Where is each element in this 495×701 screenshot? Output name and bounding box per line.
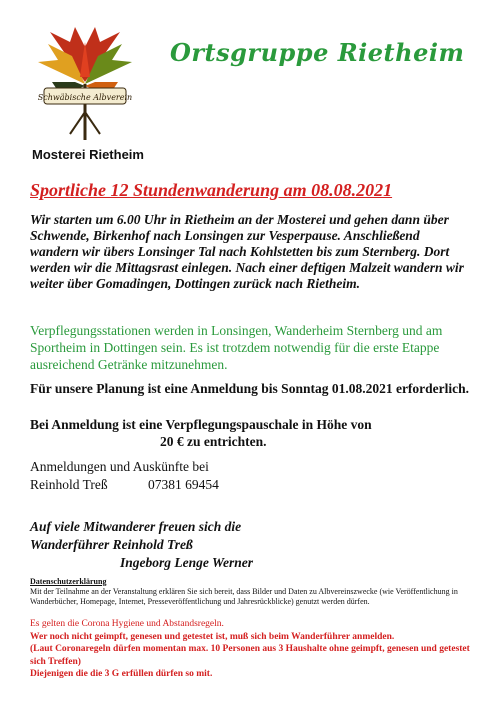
covid-line: (Laut Coronaregeln dürfen momentan max. 10 Personen aus 3 Haushalte ohne geimpft, genesen und getestet sich Treffen) — [30, 644, 470, 667]
registration-fee-amount: 20 € zu entrichten. — [160, 434, 267, 449]
page-title: Ortsgruppe Rietheim — [170, 38, 465, 67]
registration-deadline: Für unsere Planung ist eine Anmeldung bis Sonntag 01.08.2021 erforderlich. — [30, 381, 470, 396]
contact-phone: 07381 69454 — [148, 477, 219, 492]
logo-text: Schwäbische Albverein — [37, 93, 133, 102]
registration-fee-text: Bei Anmeldung ist eine Verpflegungspauschale in Höhe von — [30, 417, 372, 432]
catering-paragraph: Verpflegungsstationen werden in Lonsingen, Wanderheim Sternberg und am Sportheim in Dottingen sein. Es ist trotzdem notwendig für die erste Etappe ausreichend Getränke mitzunehmen. — [30, 323, 443, 372]
covid-line: Diejenigen die die 3 G erfüllen dürfen so mit. — [30, 669, 213, 679]
guide-line: Wanderführer Reinhold Treß — [30, 537, 193, 552]
contact-heading: Anmeldungen und Auskünfte bei — [30, 459, 209, 474]
covid-line: Es gelten die Corona Hygiene und Abstandsregeln. — [30, 619, 224, 629]
intro-paragraph: Wir starten um 6.00 Uhr in Rietheim an der Mosterei und gehen dann über Schwende, Birkenhof nach Lonsingen zur Vesperpause. Anschließend wandern wir übers Lonsinger Tal nach Kohlstetten bis zum Sternberg. Dort werden wir die Mittagsrast einlegen. Nach einer deftigen Malzeit wandern wir weiter über Gomadingen, Dottingen zurück nach Rietheim. — [30, 212, 464, 291]
autumn-leaves-icon — [38, 27, 132, 140]
contact-name: Reinhold Treß — [30, 477, 108, 492]
org-name: Mosterei Rietheim — [32, 147, 144, 162]
guide-line-second: Ingeborg Lenge Werner — [120, 555, 254, 570]
albverein-logo — [30, 22, 140, 142]
privacy-heading: Datenschutzerklärung — [30, 577, 107, 586]
closing-line: Auf viele Mitwanderer freuen sich die — [30, 519, 242, 534]
privacy-text: Mit der Teilnahme an der Veranstaltung erklären Sie sich bereit, dass Bilder und Daten zu Albvereinszwecke (wie Veröffentlichung in Wanderbücher, Homepage, Internet, Presseveröffentlichung und Jahresrückblicke) genutzt werden dürfen. — [30, 587, 458, 606]
covid-line: Wer noch nicht geimpft, genesen und getestet ist, muß sich beim Wanderführer anmelden. — [30, 631, 395, 642]
event-title: Sportliche 12 Stundenwanderung am 08.08.2021 — [30, 180, 393, 200]
covid-rules — [30, 618, 475, 681]
